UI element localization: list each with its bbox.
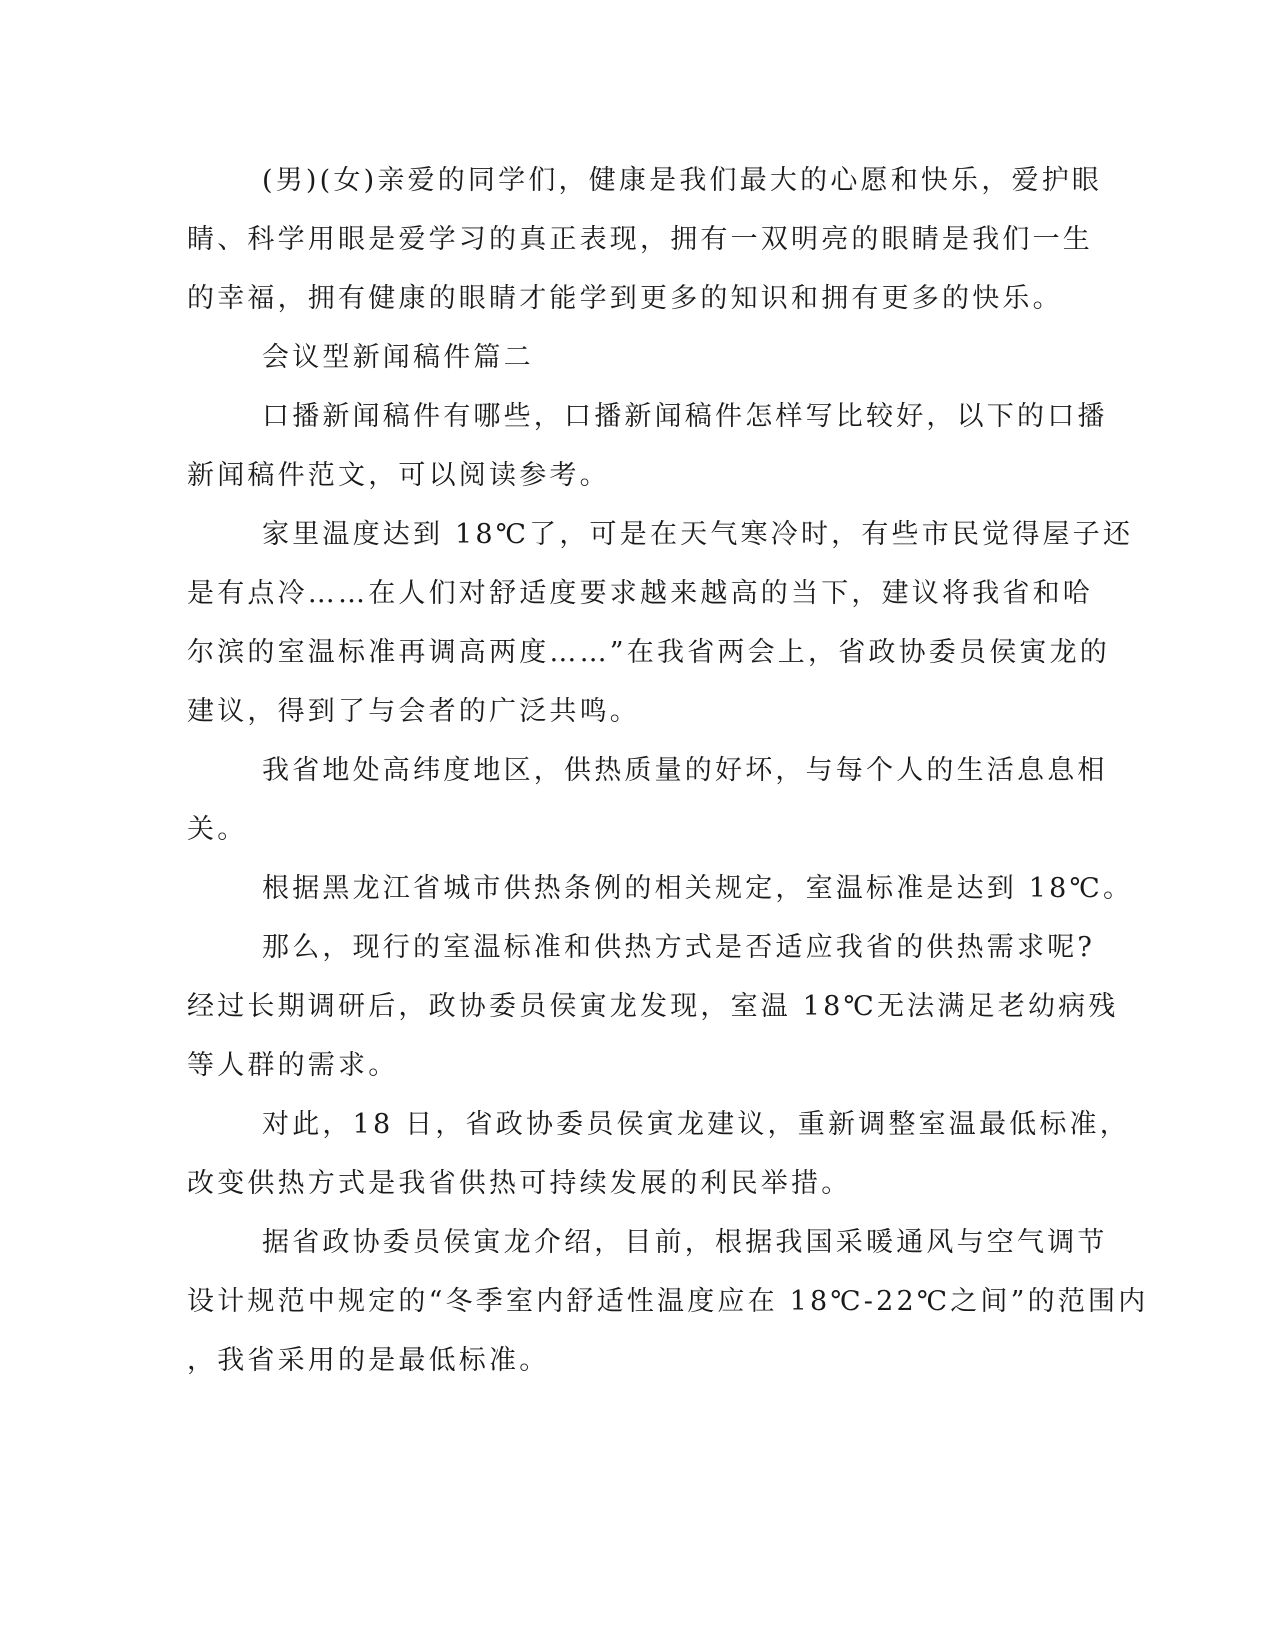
text-line: 对此，18 日，省政协委员侯寅龙建议，重新调整室温最低标准， — [262, 1109, 1130, 1140]
text-line: 是有点冷……在人们对舒适度要求越来越高的当下，建议将我省和哈 — [187, 578, 1093, 609]
text-line: 睛、科学用眼是爱学习的真正表现，拥有一双明亮的眼睛是我们一生 — [187, 224, 1093, 255]
text-line: 的幸福，拥有健康的眼睛才能学到更多的知识和拥有更多的快乐。 — [187, 283, 1063, 314]
text-line: 根据黑龙江省城市供热条例的相关规定，室温标准是达到 18℃。 — [262, 873, 1134, 904]
text-line: 设计规范中规定的“冬季室内舒适性温度应在 18℃-22℃之间”的范围内 — [187, 1286, 1149, 1317]
text-line: (男)(女)亲爱的同学们，健康是我们最大的心愿和快乐，爱护眼 — [262, 165, 1103, 196]
text-line: 口播新闻稿件有哪些，口播新闻稿件怎样写比较好，以下的口播 — [262, 401, 1108, 432]
text-line: 尔滨的室温标准再调高两度……”在我省两会上，省政协委员侯寅龙的 — [187, 637, 1111, 668]
section-heading: 会议型新闻稿件篇二 — [262, 342, 534, 373]
text-line: 经过长期调研后，政协委员侯寅龙发现，室温 18℃无法满足老幼病残 — [187, 991, 1119, 1022]
text-line: 关。 — [187, 814, 248, 845]
text-line: 改变供热方式是我省供热可持续发展的利民举措。 — [187, 1168, 852, 1199]
text-line: ，我省采用的是最低标准。 — [187, 1345, 550, 1376]
text-line: 据省政协委员侯寅龙介绍，目前，根据我国采暖通风与空气调节 — [262, 1227, 1108, 1258]
text-line: 等人群的需求。 — [187, 1050, 399, 1081]
text-line: 家里温度达到 18℃了，可是在天气寒冷时，有些市民觉得屋子还 — [262, 519, 1134, 550]
text-line: 我省地处高纬度地区，供热质量的好坏，与每个人的生活息息相 — [262, 755, 1108, 786]
text-line: 建议，得到了与会者的广泛共鸣。 — [187, 696, 640, 727]
text-line: 那么，现行的室温标准和供热方式是否适应我省的供热需求呢? — [262, 932, 1096, 963]
text-line: 新闻稿件范文，可以阅读参考。 — [187, 460, 610, 491]
